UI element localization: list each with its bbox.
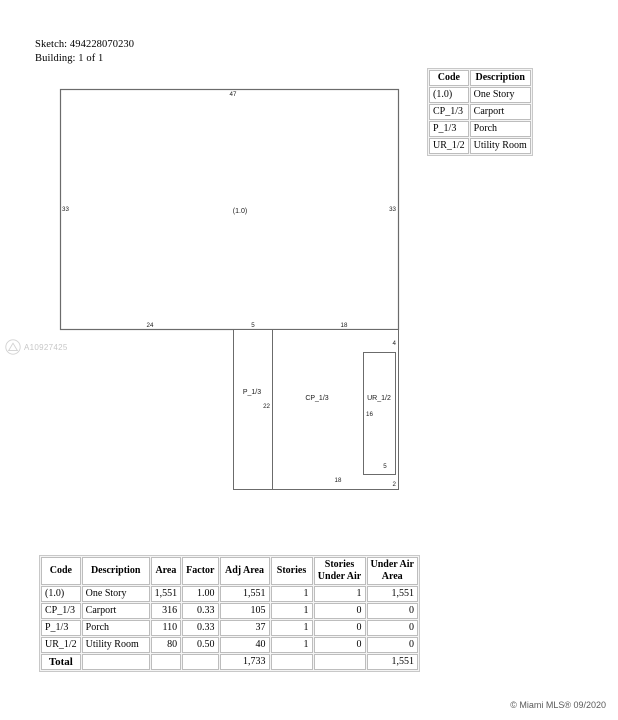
- total-stories-under-air: [314, 654, 366, 670]
- dimension-main-left: 33: [62, 206, 69, 213]
- row-code: P_1/3: [41, 620, 81, 636]
- row-description: Porch: [82, 620, 150, 636]
- row-area: 1,551: [151, 586, 182, 602]
- dimension-bottom-left: 24: [146, 322, 154, 329]
- row-factor: 0.33: [182, 603, 218, 619]
- total-stories: [271, 654, 313, 670]
- legend-description: Utility Room: [470, 138, 531, 154]
- row-factor: 0.33: [182, 620, 218, 636]
- legend-header-code: Code: [429, 70, 469, 86]
- summary-header-factor: Factor: [182, 557, 218, 585]
- summary-header-stories: Stories: [271, 557, 313, 585]
- legend-code: CP_1/3: [429, 104, 469, 120]
- summary-header-stories-under-air: [314, 557, 366, 585]
- row-stories: 1: [271, 603, 313, 619]
- row-area: 110: [151, 620, 182, 636]
- legend-code: UR_1/2: [429, 138, 469, 154]
- legend-code: (1.0): [429, 87, 469, 103]
- table-row: [41, 637, 418, 653]
- watermark: [4, 338, 68, 356]
- row-adj-area: 105: [220, 603, 270, 619]
- summary-header-description: Description: [82, 557, 150, 585]
- row-description: Utility Room: [82, 637, 150, 653]
- row-factor: 1.00: [182, 586, 218, 602]
- dimension-bottom-mid: 5: [251, 322, 255, 329]
- porch-label: P_1/3: [242, 389, 262, 396]
- row-stories: 1: [271, 620, 313, 636]
- total-factor: [182, 654, 218, 670]
- summary-header-under-air-area-line2: Area: [381, 571, 403, 582]
- legend-description: One Story: [470, 87, 531, 103]
- row-stories-under-air: 0: [314, 620, 366, 636]
- row-area: 316: [151, 603, 182, 619]
- summary-header-code: Code: [41, 557, 81, 585]
- total-label: Total: [41, 654, 81, 670]
- dimension-utility-top-offset: 4: [392, 340, 396, 347]
- legend-code: P_1/3: [429, 121, 469, 137]
- table-row: [41, 620, 418, 636]
- summary-header-area: Area: [151, 557, 182, 585]
- dimension-utility-left: 16: [366, 411, 373, 418]
- dimension-utility-right-offset: 2: [392, 481, 396, 488]
- row-adj-area: 40: [220, 637, 270, 653]
- total-area: [151, 654, 182, 670]
- row-stories-under-air: 0: [314, 637, 366, 653]
- table-row: [41, 586, 418, 602]
- copyright-footer: © Miami MLS® 09/2020: [510, 700, 606, 710]
- summary-header-stories-under-air-line1: Stories: [324, 559, 355, 570]
- building-line: Building: 1 of 1: [35, 53, 104, 64]
- row-code: CP_1/3: [41, 603, 81, 619]
- row-stories-under-air: 1: [314, 586, 366, 602]
- summary-header-adj-area: Adj Area: [220, 557, 270, 585]
- dimension-carport-bottom: 18: [334, 477, 342, 484]
- row-under-air-area: 1,551: [367, 586, 418, 602]
- row-stories: 1: [271, 586, 313, 602]
- legend-description: Porch: [470, 121, 531, 137]
- main-room-outline: [61, 90, 399, 330]
- sketch-id-line: Sketch: 494228070230: [35, 39, 135, 50]
- table-row: [41, 603, 418, 619]
- row-under-air-area: 0: [367, 620, 418, 636]
- dimension-porch-height: 22: [263, 403, 270, 410]
- utility-room-label: UR_1/2: [367, 395, 391, 402]
- dimension-main-right: 33: [389, 206, 396, 213]
- row-under-air-area: 0: [367, 637, 418, 653]
- row-adj-area: 37: [220, 620, 270, 636]
- row-code: (1.0): [41, 586, 81, 602]
- summary-header-under-air-area: [367, 557, 418, 585]
- watermark-text: A10927425: [24, 342, 68, 352]
- watermark-logo-icon: [4, 338, 22, 356]
- row-description: One Story: [82, 586, 150, 602]
- summary-header-stories-under-air-line2: Under Air: [317, 571, 362, 582]
- summary-header-row: [41, 557, 418, 585]
- row-under-air-area: 0: [367, 603, 418, 619]
- summary-header-under-air-area-line1: Under Air: [370, 559, 414, 570]
- row-description: Carport: [82, 603, 150, 619]
- dimension-bottom-right: 18: [340, 322, 348, 329]
- carport-label: CP_1/3: [305, 395, 329, 402]
- row-stories: 1: [271, 637, 313, 653]
- row-adj-area: 1,551: [220, 586, 270, 602]
- row-stories-under-air: 0: [314, 603, 366, 619]
- main-room-label: (1.0): [232, 208, 248, 215]
- row-factor: 0.50: [182, 637, 218, 653]
- dimension-utility-bottom: 5: [383, 463, 387, 470]
- area-summary-table: [39, 555, 420, 672]
- legend-description: Carport: [470, 104, 531, 120]
- table-total-row: [41, 654, 418, 670]
- row-area: 80: [151, 637, 182, 653]
- total-under-air-area: 1,551: [367, 654, 418, 670]
- legend-header-description: Description: [470, 70, 531, 86]
- row-code: UR_1/2: [41, 637, 81, 653]
- dimension-main-top: 47: [229, 91, 237, 98]
- total-adj-area: 1,733: [220, 654, 270, 670]
- total-description: [82, 654, 150, 670]
